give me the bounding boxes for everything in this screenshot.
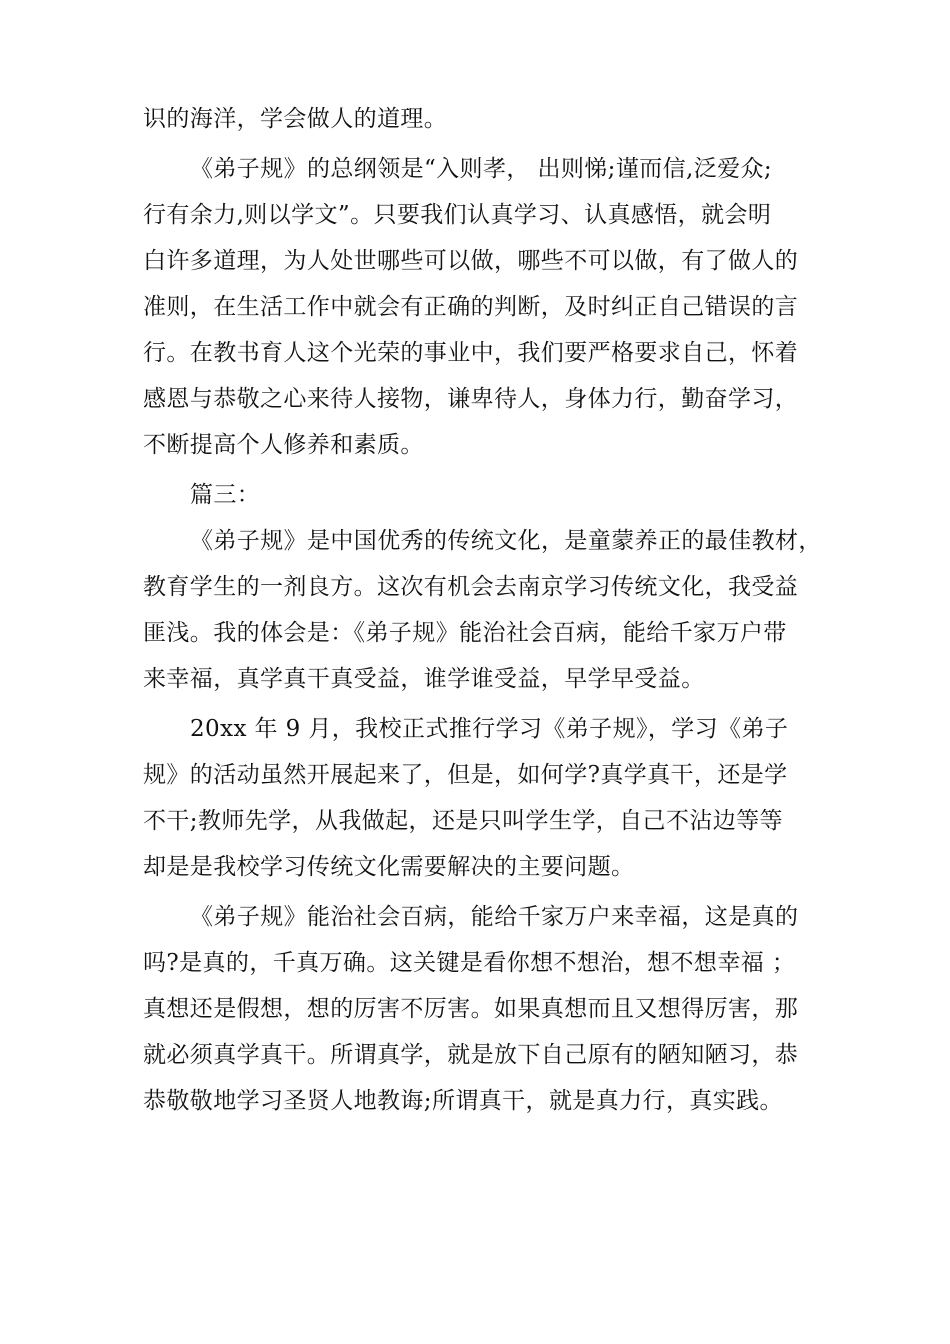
text-line: 就必须真学真干。所谓真学，就是放下自己原有的陋知陋习，恭 xyxy=(143,1042,799,1068)
paragraph-start-line: 20xx 年 9 月，我校正式推行学习《弟子规》，学习《弟子 xyxy=(190,716,789,742)
text-line: 识的海洋，学会做人的道理。 xyxy=(143,106,448,132)
text-line: 吗?是真的，千真万确。这关键是看你想不想治，想不想幸福 ； xyxy=(143,950,796,976)
text-line: 白许多道理，为人处世哪些可以做，哪些不可以做，有了做人的 xyxy=(143,248,799,274)
text-line: 行。在教书育人这个光荣的事业中，我们要严格要求自己，怀着 xyxy=(143,340,799,366)
paragraph-start-line: 《弟子规》的总纲领是“入则孝， 出则悌;谨而信,泛爱众; xyxy=(190,156,773,182)
text-line: 规》的活动虽然开展起来了，但是，如何学?真学真干，还是学 xyxy=(143,762,788,788)
text-line: 恭敬敬地学习圣贤人地教诲;所谓真干，就是真力行，真实践。 xyxy=(143,1088,783,1114)
paragraph-start-line: 《弟子规》是中国优秀的传统文化，是童蒙养正的最佳教材， xyxy=(190,528,822,554)
paragraph-start-line: 《弟子规》能治社会百病，能给千家万户来幸福，这是真的 xyxy=(190,904,799,930)
text-line: 不断提高个人修养和素质。 xyxy=(143,432,424,458)
text-line: 感恩与恭敬之心来待人接物，谦卑待人，身体力行，勤奋学习， xyxy=(143,386,799,412)
text-line: 准则，在生活工作中就会有正确的判断，及时纠正自己错误的言 xyxy=(143,294,799,320)
text-line: 行有余力,则以学文”。只要我们认真学习、认真感悟，就会明 xyxy=(143,202,772,228)
text-line: 真想还是假想，想的厉害不厉害。如果真想而且又想得厉害，那 xyxy=(143,996,799,1022)
section-heading: 篇三： xyxy=(190,482,261,508)
text-line: 匪浅。我的体会是：《弟子规》能治社会百病，能给千家万户带 xyxy=(143,620,787,646)
text-line: 教育学生的一剂良方。这次有机会去南京学习传统文化，我受益 xyxy=(143,574,799,600)
body-text xyxy=(143,96,823,1124)
text-line: 来幸福，真学真干真受益，谁学谁受益，早学早受益。 xyxy=(143,666,705,692)
text-line: 却是是我校学习传统文化需要解决的主要问题。 xyxy=(143,854,635,880)
text-line: 不干;教师先学，从我做起，还是只叫学生学，自己不沾边等等 xyxy=(143,808,783,834)
